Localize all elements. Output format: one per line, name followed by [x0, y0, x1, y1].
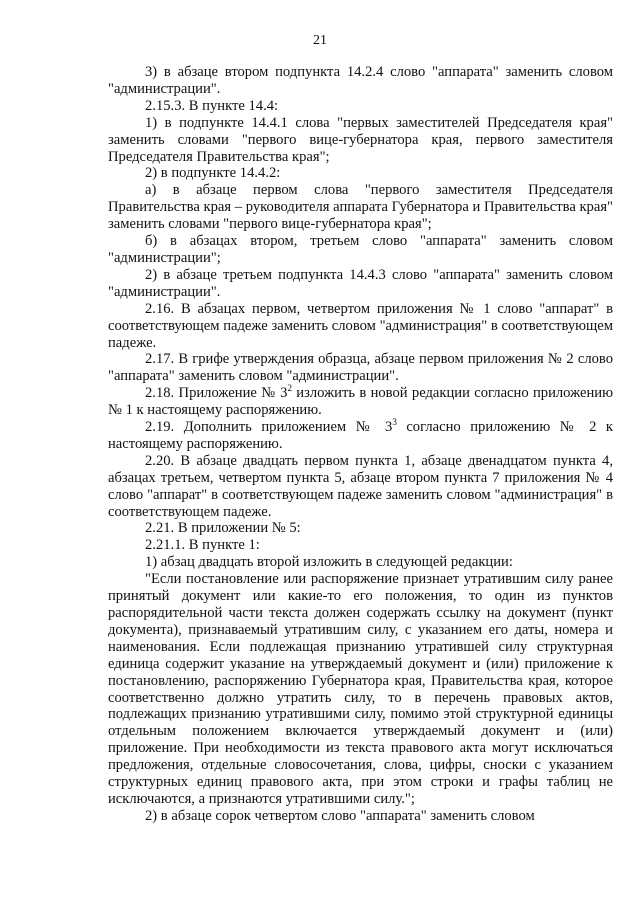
paragraph: 2) в абзаце сорок четвертом слово "аппарата" заменить словом: [145, 807, 535, 824]
paragraph-text: 2.19. Дополнить приложением № 3: [145, 419, 393, 436]
paragraph: б) в абзацах втором, третьем слово "аппарата" заменить словом "администрации";: [108, 233, 613, 266]
paragraph: [108, 385, 613, 419]
document-body: [108, 64, 613, 825]
paragraph: 2) в подпункте 14.4.2:: [145, 165, 281, 182]
paragraph: 2.21. В приложении № 5:: [145, 520, 301, 537]
paragraph: 2.21.1. В пункте 1:: [145, 537, 260, 554]
paragraph: 1) абзац двадцать второй изложить в следующей редакции:: [145, 554, 513, 571]
paragraph-text: 2.18. Приложение № 3: [145, 385, 288, 402]
paragraph: 2.16. В абзацах первом, четвертом приложения № 1 слово "аппарат" в соответствующем падеже заменить словом "администрация" в соответствующем падеже.: [108, 300, 613, 351]
paragraph: а) в абзаце первом слова "первого заместителя Председателя Правительства края – руководителя аппарата Губернатора и Правительства края" заменить словами "первого вице-губернатора края";: [108, 182, 613, 233]
page-number: 21: [313, 33, 327, 48]
paragraph-text: согласно приложению № 2 к настоящему распоряжению.: [108, 419, 613, 452]
paragraph: 3) в абзаце втором подпункта 14.2.4 слово "аппарата" заменить словом "администрации".: [108, 64, 613, 97]
paragraph: "Если постановление или распоряжение признает утратившим силу ранее принятый документ или какие-то его положения, то один из пунктов распорядительной части текста должен содержать ссылку на документ (пункт документа), признаваемый утратившим силу, с указанием его даты, номера и наименования. Если подлежащая признанию утратившей силу структурная единица содержит указание на утверждаемый документ и (или) приложение к постановлению, распоряжению Губернатора края, Правительства края, которое соответственно должно утратить силу, то в перечень правовых актов, подлежащих признанию утратившими силу, помимо этой структурной единицы отдельным положением включается утверждаемый документ и (или) приложение. При необходимости из текста правового акта могут исключаться предложения, отдельные словосочетания, слова, цифры, сноски с указанием структурных единиц правового акта, при этом строки и графы таблиц не исключаются, а признаются утратившими силу.";: [108, 571, 613, 807]
paragraph: 2.20. В абзаце двадцать первом пункта 1, абзаце двенадцатом пункта 4, абзацах третьем, четвертом пункта 5, абзаце втором пункта 7 приложения № 4 слово "аппарат" в соответствующем падеже заменить словом "администрация" в соответствующем падеже.: [108, 452, 613, 520]
paragraph: 2.15.3. В пункте 14.4:: [145, 97, 279, 114]
paragraph: [108, 419, 613, 453]
paragraph: 2) в абзаце третьем подпункта 14.4.3 слово "аппарата" заменить словом "администрации".: [108, 266, 613, 300]
paragraph: 1) в подпункте 14.4.1 слова "первых заместителей Председателя края" заменить словами "первого вице-губернатора края, первого заместителя Председателя Правительства края";: [108, 114, 613, 165]
superscript: 2: [287, 383, 292, 394]
paragraph-text: изложить в новой редакции согласно приложению № 1 к настоящему распоряжению.: [108, 385, 613, 419]
paragraph: 2.17. В грифе утверждения образца, абзаце первом приложения № 2 слово "аппарата" заменить словом "администрации".: [108, 351, 613, 385]
superscript: 3: [392, 417, 397, 428]
